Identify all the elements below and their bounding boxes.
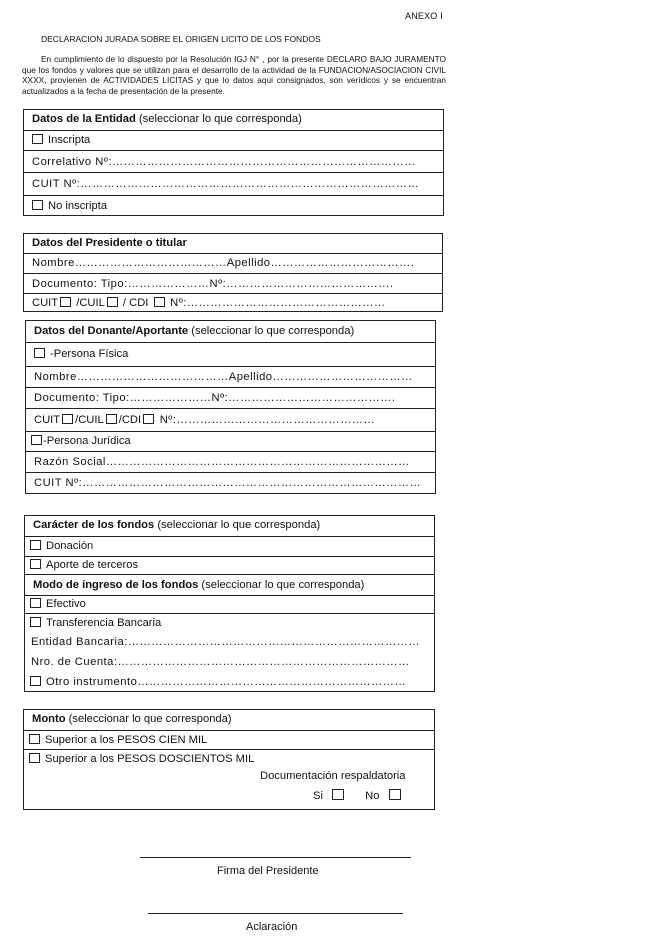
donante-header: Datos del Donante/Aportante (seleccionar lo que corresponda) bbox=[34, 325, 355, 337]
persona-fisica-checkbox[interactable] bbox=[34, 348, 45, 358]
annex-label: ANEXO I bbox=[405, 11, 443, 21]
efectivo-row[interactable]: Efectivo bbox=[25, 595, 434, 613]
no-inscripta-checkbox[interactable] bbox=[32, 200, 43, 210]
donante-documento-field[interactable]: Documento: Tipo:…………………Nº:……………………………………. bbox=[26, 387, 435, 408]
efectivo-checkbox[interactable] bbox=[30, 598, 41, 608]
document-title: DECLARACION JURADA SOBRE EL ORIGEN LICITO DE LOS FONDOS bbox=[41, 34, 321, 44]
persona-juridica-row[interactable]: -Persona Jurídica bbox=[26, 431, 435, 451]
entidad-section bbox=[23, 109, 444, 216]
entidad-inscripta-row[interactable]: Inscripta bbox=[24, 130, 443, 150]
si-checkbox[interactable] bbox=[332, 789, 344, 800]
monto-header: Monto (seleccionar lo que corresponda) bbox=[32, 713, 232, 725]
entidad-header: Datos de la Entidad (seleccionar lo que corresponda) bbox=[32, 113, 302, 125]
correlativo-field[interactable]: Correlativo Nº:…………………………………………………………………… bbox=[24, 150, 443, 172]
razon-social-field[interactable]: Razón Social…………………………………………………………………… bbox=[26, 451, 435, 472]
donacion-checkbox[interactable] bbox=[30, 540, 41, 550]
presidente-documento-field[interactable]: Documento: Tipo:…………………Nº:……………………………………. bbox=[24, 273, 442, 293]
persona-juridica-checkbox[interactable] bbox=[31, 435, 42, 445]
documentacion-label: Documentación respaldatoria bbox=[260, 770, 406, 782]
persona-fisica-row[interactable]: -Persona Física bbox=[26, 342, 435, 366]
monto-doscientos-row[interactable]: Superior a los PESOS DOSCIENTOS MIL bbox=[24, 749, 434, 769]
aporte-row[interactable]: Aporte de terceros bbox=[25, 556, 434, 574]
caracter-header: Carácter de los fondos (seleccionar lo que corresponda) bbox=[33, 519, 321, 531]
donante-cuil-checkbox[interactable] bbox=[106, 414, 117, 424]
otro-instrumento-row[interactable]: Otro instrumento…………………………………………………………… bbox=[25, 672, 434, 692]
donante-cuit-checkbox[interactable] bbox=[62, 414, 73, 424]
aclaracion-label: Aclaración bbox=[246, 921, 298, 933]
donante-nombre-field[interactable]: Nombre…………………………………Apellido……………………………… bbox=[26, 366, 435, 387]
presidente-cdi-checkbox[interactable] bbox=[154, 297, 165, 307]
donante-cdi-checkbox[interactable] bbox=[143, 414, 154, 424]
presidente-cuit-row[interactable]: CUIT /CUIL / CDI Nº:…………………………………………… bbox=[24, 293, 442, 313]
transferencia-checkbox[interactable] bbox=[30, 617, 41, 627]
aclaracion-signature-line[interactable] bbox=[148, 913, 403, 914]
entidad-cuit-field[interactable]: CUIT Nº:…………………………………………………………………………… bbox=[24, 172, 443, 195]
aporte-checkbox[interactable] bbox=[30, 559, 41, 569]
si-no-row: Si No bbox=[313, 789, 403, 802]
donante-section bbox=[25, 320, 436, 494]
transferencia-row[interactable]: Transferencia Bancaria bbox=[25, 613, 434, 633]
firma-label: Firma del Presidente bbox=[217, 865, 319, 877]
modo-header: Modo de ingreso de los fondos (seleccionar lo que corresponda) bbox=[25, 574, 434, 595]
monto-section bbox=[23, 709, 435, 810]
otro-instrumento-checkbox[interactable] bbox=[30, 676, 41, 686]
nro-cuenta-field[interactable]: Nro. de Cuenta:………………………………………………………………… bbox=[31, 656, 410, 668]
entidad-bancaria-field[interactable]: Entidad Bancaria:………………………………………………………………… bbox=[31, 636, 421, 648]
presidente-cuit-checkbox[interactable] bbox=[60, 297, 71, 307]
fondos-section bbox=[24, 515, 435, 692]
no-checkbox[interactable] bbox=[389, 789, 401, 800]
presidente-section bbox=[23, 233, 443, 312]
monto-cien-row[interactable]: Superior a los PESOS CIEN MIL bbox=[24, 730, 434, 749]
firma-signature-line[interactable] bbox=[140, 857, 411, 858]
donante-cuit-row[interactable]: CUIT /CUIL /CDI Nº:…………………………………………… bbox=[26, 408, 435, 431]
donante-cuit-field[interactable]: CUIT Nº:…………………………………………………………………………… bbox=[26, 472, 435, 494]
intro-paragraph: En cumplimiento de lo dispuesto por la Resolución IGJ N° , por la presente DECLARO BAJO JURAMENTO que los fondos y valores que se utilizan para el desarrollo de la actividad de la FUNDACION/ASOCIACION CIVIL XXXX, provienen de ACTIVIDADES LICITAS y que lo datos aqui consignados, son verídicos y se encuentran actualizados a la fecha de presentación de la presente. bbox=[22, 54, 446, 96]
inscripta-checkbox[interactable] bbox=[32, 134, 43, 144]
presidente-nombre-field[interactable]: Nombre…………………………………Apellido………………………………. bbox=[24, 253, 442, 273]
presidente-cuil-checkbox[interactable] bbox=[107, 297, 118, 307]
presidente-header: Datos del Presidente o titular bbox=[32, 237, 187, 249]
monto-cien-checkbox[interactable] bbox=[29, 734, 40, 744]
entidad-no-inscripta-row[interactable]: No inscripta bbox=[24, 195, 443, 216]
donacion-row[interactable]: Donación bbox=[25, 536, 434, 556]
monto-doscientos-checkbox[interactable] bbox=[29, 753, 40, 763]
